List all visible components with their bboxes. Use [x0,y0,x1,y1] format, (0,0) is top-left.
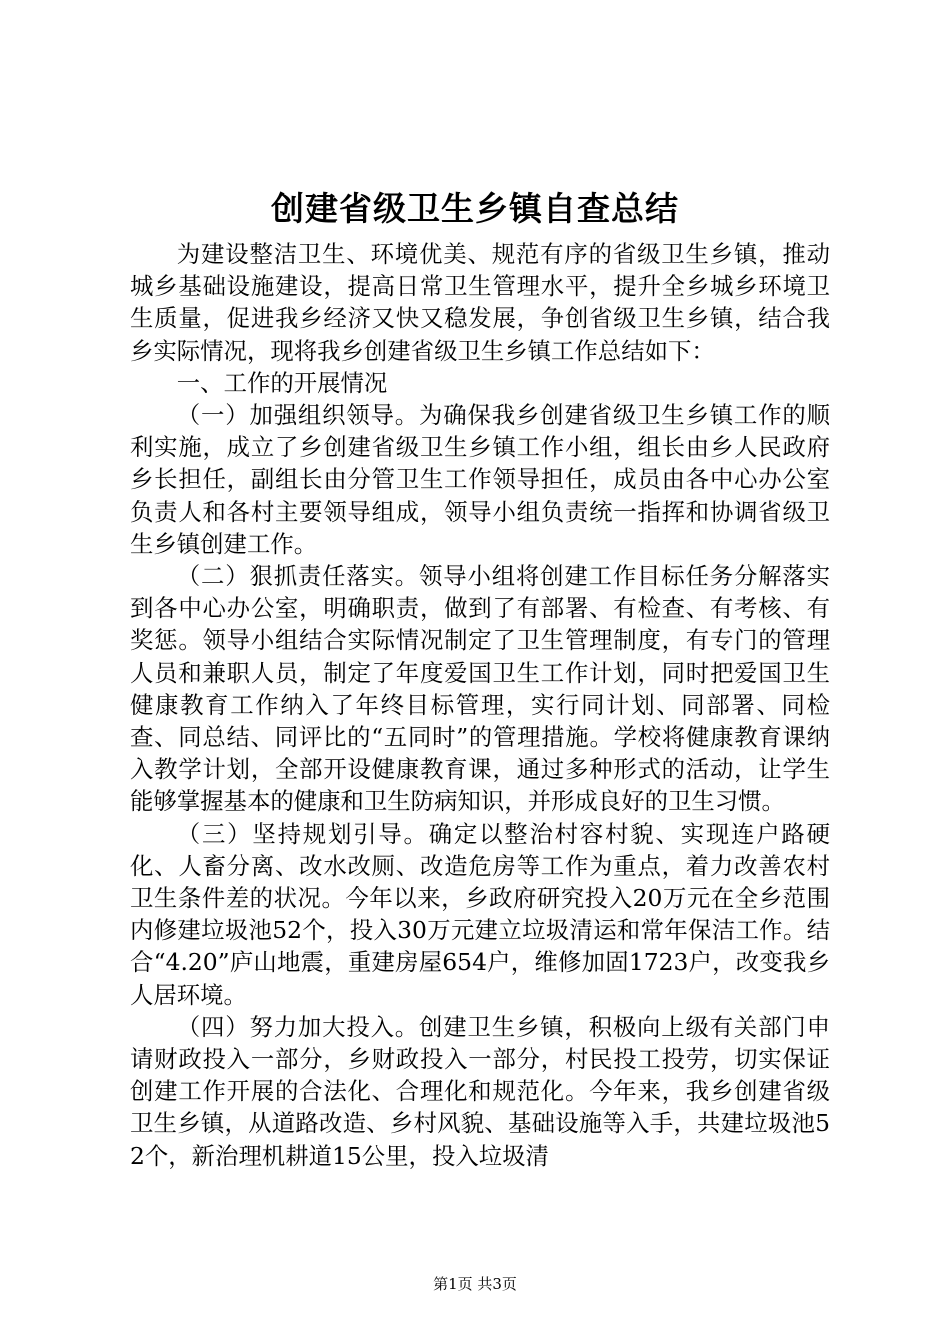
paragraph-4: （四）努力加大投入。创建卫生乡镇，积极向上级有关部门申请财政投入一部分，乡财政投入一部分，村民投工投劳，切实保证创建工作开展的合法化、合理化和规范化。今年来，我乡创建省级卫生乡镇，从道路改造、乡村风貌、基础设施等入手，共建垃圾池52个，新治理机耕道15公里，投入垃圾清 [130,1012,830,1170]
document-body [130,238,830,1172]
paragraph-3: （三）坚持规划引导。确定以整治村容村貌、实现连户路硬化、人畜分离、改水改厕、改造危房等工作为重点，着力改善农村卫生条件差的状况。今年以来，乡政府研究投入20万元在全乡范围内修建垃圾池52个，投入30万元建立垃圾清运和常年保洁工作。结合“4.20”庐山地震，重建房屋654户，维修加固1723户，改变我乡人居环境。 [130,819,830,1009]
section-heading: 一、工作的开展情况 [176,368,388,397]
intro-paragraph: 为建设整洁卫生、环境优美、规范有序的省级卫生乡镇，推动城乡基础设施建设，提高日常卫生管理水平，提升全乡城乡环境卫生质量，促进我乡经济又快又稳发展，争创省级卫生乡镇，结合我乡实际情况，现将我乡创建省级卫生乡镇工作总结如下： [130,240,830,365]
document-title: 创建省级卫生乡镇自查总结 [271,189,679,228]
page-footer: 第1页 共3页 [433,1275,517,1293]
paragraph-1: （一）加强组织领导。为确保我乡创建省级卫生乡镇工作的顺利实施，成立了乡创建省级卫生乡镇工作小组，组长由乡人民政府乡长担任，副组长由分管卫生工作领导担任，成员由各中心办公室负责人和各村主要领导组成，领导小组负责统一指挥和协调省级卫生乡镇创建工作。 [130,401,830,558]
paragraph-2: （二）狠抓责任落实。领导小组将创建工作目标任务分解落实到各中心办公室，明确职责，做到了有部署、有检查、有考核、有奖惩。领导小组结合实际情况制定了卫生管理制度，有专门的管理人员和兼职人员，制定了年度爱国卫生工作计划，同时把爱国卫生健康教育工作纳入了年终目标管理，实行同计划、同部署、同检查、同总结、同评比的“五同时”的管理措施。学校将健康教育课纳入教学计划，全部开设健康教育课，通过多种形式的活动，让学生能够掌握基本的健康和卫生防病知识，并形成良好的卫生习惯。 [130,562,830,816]
